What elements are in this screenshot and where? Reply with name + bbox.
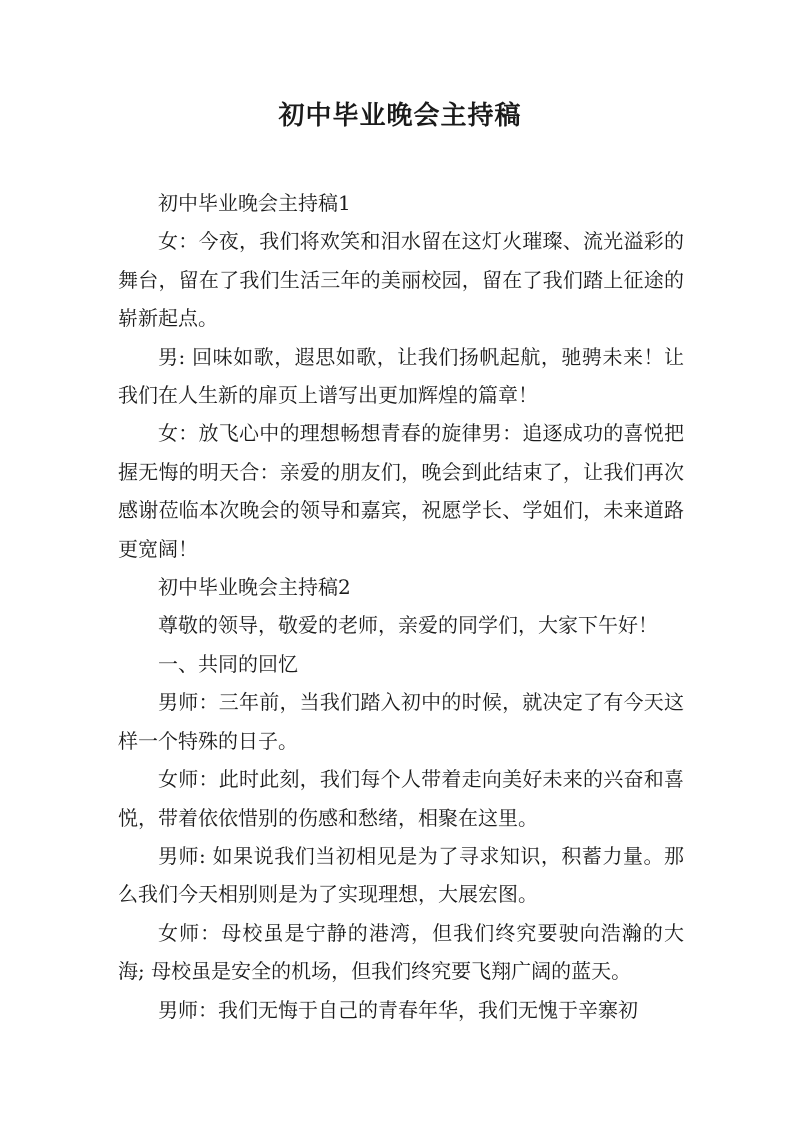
paragraph: 女：今夜，我们将欢笑和泪水留在这灯火璀璨、流光溢彩的舞台，留在了我们生活三年的美丽校园，留在了我们踏上征途的崭新起点。 (118, 229, 684, 331)
paragraph: 男师: 如果说我们当初相见是为了寻求知识，积蓄力量。那么我们今天相别则是为了实现理想，大展宏图。 (118, 843, 684, 907)
subsection-heading: 一、共同的回忆 (158, 651, 298, 676)
paragraph: 女：放飞心中的理想畅想青春的旋律男：追逐成功的喜悦把握无悔的明天合：亲爱的朋友们，晚会到此结束了，让我们再次感谢莅临本次晚会的领导和嘉宾，祝愿学长、学姐们，未来道路更宽阔！ (118, 421, 684, 561)
paragraph: 男师：三年前，当我们踏入初中的时候，就决定了有今天这样一个特殊的日子。 (118, 690, 684, 753)
paragraph: 女师：母校虽是宁静的港湾，但我们终究要驶向浩瀚的大海; 母校虽是安全的机场，但我们终究要飞翔广阔的蓝天。 (118, 920, 684, 984)
paragraph: 尊敬的领导，敬爱的老师，亲爱的同学们，大家下午好！ (158, 613, 658, 638)
page-title: 初中毕业晚会主持稿 (278, 101, 522, 131)
document-body (118, 184, 684, 1029)
paragraph: 男师：我们无悔于自己的青春年华，我们无愧于辛寨初 (158, 997, 638, 1022)
section-heading-1: 初中毕业晚会主持稿1 (158, 191, 351, 215)
section-heading-2: 初中毕业晚会主持稿2 (158, 575, 351, 600)
paragraph: 女师：此时此刻，我们每个人带着走向美好未来的兴奋和喜悦，带着依依惜别的伤感和愁绪，相聚在这里。 (118, 767, 684, 830)
paragraph: 男: 回味如歌，遐思如歌，让我们扬帆起航，驰骋未来！让我们在人生新的扉页上谱写出更加辉煌的篇章！ (118, 344, 684, 408)
